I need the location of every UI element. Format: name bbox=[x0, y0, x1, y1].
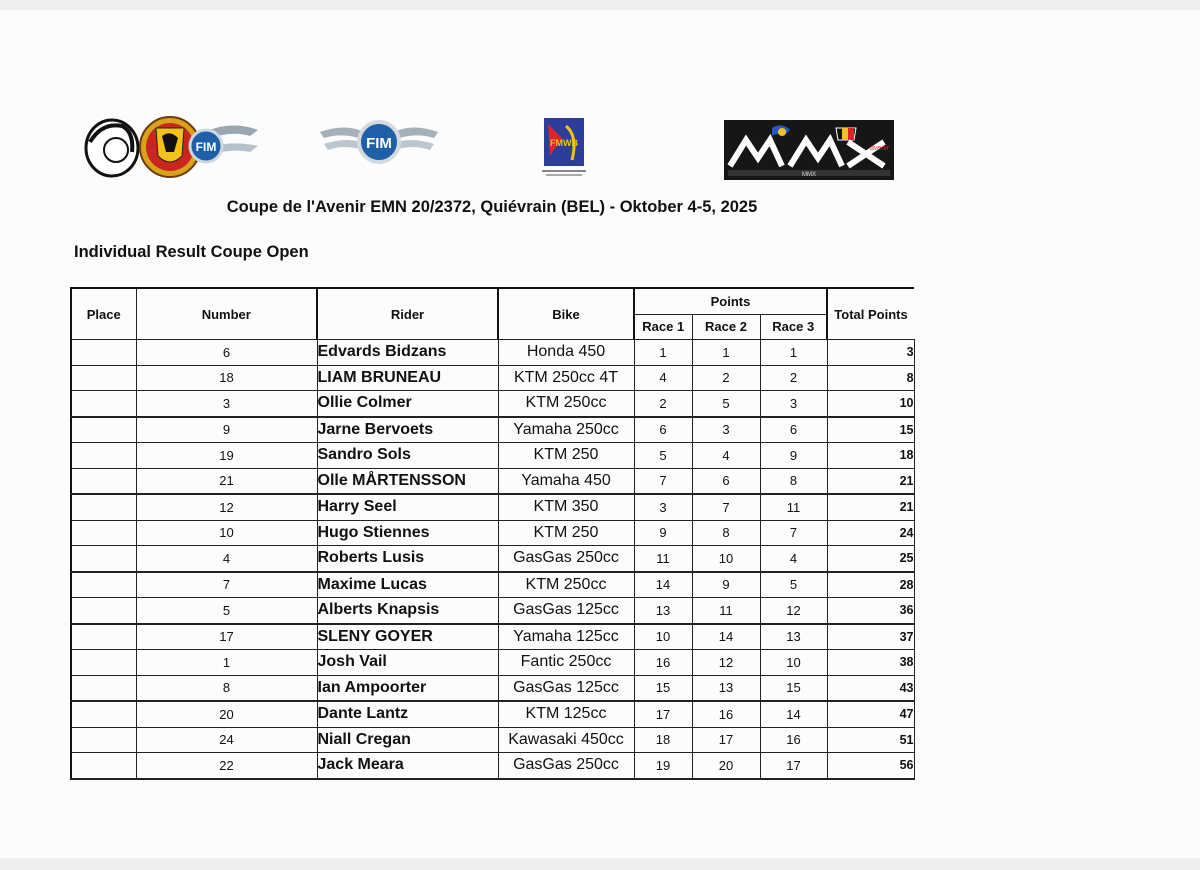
svg-text:FMWB: FMWB bbox=[550, 138, 578, 148]
fim-logo bbox=[318, 116, 440, 176]
cell-rider: Sandro Sols bbox=[317, 443, 498, 469]
cell-rider: Dante Lantz bbox=[317, 701, 498, 727]
table-row bbox=[71, 624, 914, 650]
cell-rider: LIAM BRUNEAU bbox=[317, 365, 498, 391]
cell-race-3: 2 bbox=[760, 365, 827, 391]
cell-total-points: 21 bbox=[827, 468, 914, 494]
cell-number: 20 bbox=[136, 701, 317, 727]
cell-place bbox=[71, 468, 136, 494]
results-body bbox=[71, 340, 914, 779]
table-row bbox=[71, 546, 914, 572]
cell-bike: Yamaha 125cc bbox=[498, 624, 634, 650]
cell-number: 6 bbox=[136, 340, 317, 366]
table-row bbox=[71, 572, 914, 598]
cell-number: 17 bbox=[136, 624, 317, 650]
cell-race-3: 16 bbox=[760, 727, 827, 753]
cell-place bbox=[71, 443, 136, 469]
header-race-2: Race 2 bbox=[692, 314, 760, 340]
cell-total-points: 15 bbox=[827, 417, 914, 443]
table-row bbox=[71, 650, 914, 676]
cell-race-1: 5 bbox=[634, 443, 692, 469]
cell-number: 10 bbox=[136, 520, 317, 546]
cell-race-3: 9 bbox=[760, 443, 827, 469]
header-bike: Bike bbox=[498, 288, 634, 340]
cell-rider: Hugo Stiennes bbox=[317, 520, 498, 546]
cell-place bbox=[71, 572, 136, 598]
header-points: Points bbox=[634, 288, 827, 314]
cell-number: 3 bbox=[136, 391, 317, 417]
header-row bbox=[71, 288, 914, 314]
section-title: Individual Result Coupe Open bbox=[74, 243, 309, 261]
cell-number: 9 bbox=[136, 417, 317, 443]
cell-bike: Kawasaki 450cc bbox=[498, 727, 634, 753]
cell-place bbox=[71, 701, 136, 727]
cell-total-points: 56 bbox=[827, 753, 914, 779]
cell-total-points: 37 bbox=[827, 624, 914, 650]
cell-race-2: 20 bbox=[692, 753, 760, 779]
cell-rider: Josh Vail bbox=[317, 650, 498, 676]
fmwb-logo bbox=[538, 116, 590, 180]
cell-bike: KTM 125cc bbox=[498, 701, 634, 727]
cell-bike: KTM 250 bbox=[498, 520, 634, 546]
cell-race-3: 1 bbox=[760, 340, 827, 366]
table-row bbox=[71, 520, 914, 546]
cell-total-points: 36 bbox=[827, 598, 914, 624]
cell-race-3: 12 bbox=[760, 598, 827, 624]
cell-bike: GasGas 250cc bbox=[498, 546, 634, 572]
cell-rider: Alberts Knapsis bbox=[317, 598, 498, 624]
cell-total-points: 47 bbox=[827, 701, 914, 727]
cell-place bbox=[71, 675, 136, 701]
cell-race-1: 6 bbox=[634, 417, 692, 443]
cell-race-3: 11 bbox=[760, 494, 827, 520]
cell-race-1: 2 bbox=[634, 391, 692, 417]
cell-race-2: 12 bbox=[692, 650, 760, 676]
cell-race-1: 11 bbox=[634, 546, 692, 572]
cell-race-3: 13 bbox=[760, 624, 827, 650]
cell-rider: Niall Cregan bbox=[317, 727, 498, 753]
cell-number: 5 bbox=[136, 598, 317, 624]
cell-bike: Honda 450 bbox=[498, 340, 634, 366]
cell-total-points: 28 bbox=[827, 572, 914, 598]
cell-bike: Fantic 250cc bbox=[498, 650, 634, 676]
cell-number: 1 bbox=[136, 650, 317, 676]
header-rider: Rider bbox=[317, 288, 498, 340]
svg-text:avenir: avenir bbox=[870, 145, 890, 152]
cell-race-2: 14 bbox=[692, 624, 760, 650]
cell-race-3: 3 bbox=[760, 391, 827, 417]
cell-rider: SLENY GOYER bbox=[317, 624, 498, 650]
cell-race-1: 16 bbox=[634, 650, 692, 676]
cell-bike: KTM 250cc bbox=[498, 572, 634, 598]
cell-number: 8 bbox=[136, 675, 317, 701]
table-row bbox=[71, 753, 914, 779]
cell-race-3: 5 bbox=[760, 572, 827, 598]
header-race-3: Race 3 bbox=[760, 314, 827, 340]
cell-total-points: 3 bbox=[827, 340, 914, 366]
cell-race-2: 11 bbox=[692, 598, 760, 624]
cell-race-3: 6 bbox=[760, 417, 827, 443]
scan-edge-bottom bbox=[0, 858, 1200, 870]
cell-race-1: 13 bbox=[634, 598, 692, 624]
svg-text:FIM: FIM bbox=[366, 135, 392, 152]
cell-place bbox=[71, 753, 136, 779]
cell-bike: KTM 350 bbox=[498, 494, 634, 520]
cell-race-1: 18 bbox=[634, 727, 692, 753]
cell-bike: KTM 250cc bbox=[498, 391, 634, 417]
cell-total-points: 18 bbox=[827, 443, 914, 469]
cell-race-1: 10 bbox=[634, 624, 692, 650]
cell-place bbox=[71, 391, 136, 417]
cell-race-1: 15 bbox=[634, 675, 692, 701]
cell-race-2: 9 bbox=[692, 572, 760, 598]
mmx-logo bbox=[724, 120, 894, 180]
header-total-points: Total Points bbox=[827, 288, 914, 340]
cell-bike: Yamaha 450 bbox=[498, 468, 634, 494]
cell-race-2: 1 bbox=[692, 340, 760, 366]
cell-rider: Roberts Lusis bbox=[317, 546, 498, 572]
cell-race-2: 13 bbox=[692, 675, 760, 701]
cell-race-3: 15 bbox=[760, 675, 827, 701]
cell-place bbox=[71, 624, 136, 650]
table-row bbox=[71, 727, 914, 753]
cell-total-points: 38 bbox=[827, 650, 914, 676]
table-row bbox=[71, 494, 914, 520]
cell-total-points: 43 bbox=[827, 675, 914, 701]
scan-edge-top bbox=[0, 0, 1200, 10]
cell-rider: Jarne Bervoets bbox=[317, 417, 498, 443]
table-row bbox=[71, 701, 914, 727]
cell-bike: GasGas 125cc bbox=[498, 598, 634, 624]
cell-number: 19 bbox=[136, 443, 317, 469]
table-row bbox=[71, 365, 914, 391]
cell-race-1: 9 bbox=[634, 520, 692, 546]
cell-bike: KTM 250 bbox=[498, 443, 634, 469]
results-table bbox=[70, 287, 915, 780]
cell-rider: Ian Ampoorter bbox=[317, 675, 498, 701]
table-row bbox=[71, 468, 914, 494]
cell-race-1: 17 bbox=[634, 701, 692, 727]
cell-place bbox=[71, 650, 136, 676]
cell-race-3: 7 bbox=[760, 520, 827, 546]
cell-number: 18 bbox=[136, 365, 317, 391]
cell-race-1: 1 bbox=[634, 340, 692, 366]
cell-total-points: 24 bbox=[827, 520, 914, 546]
svg-text:MMX: MMX bbox=[802, 172, 816, 178]
cell-place bbox=[71, 365, 136, 391]
cell-rider: Harry Seel bbox=[317, 494, 498, 520]
header-number: Number bbox=[136, 288, 317, 340]
cell-race-3: 14 bbox=[760, 701, 827, 727]
cell-race-1: 14 bbox=[634, 572, 692, 598]
cell-rider: Maxime Lucas bbox=[317, 572, 498, 598]
cell-race-3: 10 bbox=[760, 650, 827, 676]
table-row bbox=[71, 443, 914, 469]
cell-number: 21 bbox=[136, 468, 317, 494]
cell-race-2: 17 bbox=[692, 727, 760, 753]
svg-text:FIM: FIM bbox=[195, 140, 217, 154]
table-row bbox=[71, 340, 914, 366]
cell-place bbox=[71, 417, 136, 443]
cell-total-points: 25 bbox=[827, 546, 914, 572]
cell-place bbox=[71, 727, 136, 753]
cell-race-2: 6 bbox=[692, 468, 760, 494]
table-row bbox=[71, 417, 914, 443]
cell-bike: KTM 250cc 4T bbox=[498, 365, 634, 391]
cell-number: 4 bbox=[136, 546, 317, 572]
cell-place bbox=[71, 494, 136, 520]
cell-race-2: 3 bbox=[692, 417, 760, 443]
cell-number: 7 bbox=[136, 572, 317, 598]
cell-bike: GasGas 250cc bbox=[498, 753, 634, 779]
cell-number: 12 bbox=[136, 494, 317, 520]
fmb-logo bbox=[82, 112, 258, 182]
cell-race-1: 7 bbox=[634, 468, 692, 494]
event-title: Coupe de l'Avenir EMN 20/2372, Quiévrain (BEL) - Oktober 4-5, 2025 bbox=[226, 198, 758, 216]
cell-rider: Edvards Bidzans bbox=[317, 340, 498, 366]
cell-race-1: 19 bbox=[634, 753, 692, 779]
table-row bbox=[71, 675, 914, 701]
table-row bbox=[71, 598, 914, 624]
cell-bike: GasGas 125cc bbox=[498, 675, 634, 701]
cell-race-2: 2 bbox=[692, 365, 760, 391]
cell-race-1: 4 bbox=[634, 365, 692, 391]
header-place: Place bbox=[71, 288, 136, 340]
cell-total-points: 21 bbox=[827, 494, 914, 520]
cell-total-points: 8 bbox=[827, 365, 914, 391]
cell-place bbox=[71, 520, 136, 546]
cell-rider: Ollie Colmer bbox=[317, 391, 498, 417]
cell-place bbox=[71, 546, 136, 572]
cell-total-points: 51 bbox=[827, 727, 914, 753]
cell-number: 22 bbox=[136, 753, 317, 779]
cell-rider: Jack Meara bbox=[317, 753, 498, 779]
header-race-1: Race 1 bbox=[634, 314, 692, 340]
cell-rider: Olle MÅRTENSSON bbox=[317, 468, 498, 494]
cell-race-3: 8 bbox=[760, 468, 827, 494]
cell-bike: Yamaha 250cc bbox=[498, 417, 634, 443]
cell-race-2: 5 bbox=[692, 391, 760, 417]
cell-race-2: 4 bbox=[692, 443, 760, 469]
cell-race-2: 7 bbox=[692, 494, 760, 520]
table-row bbox=[71, 391, 914, 417]
cell-race-2: 10 bbox=[692, 546, 760, 572]
cell-race-1: 3 bbox=[634, 494, 692, 520]
cell-race-3: 4 bbox=[760, 546, 827, 572]
cell-race-2: 16 bbox=[692, 701, 760, 727]
cell-place bbox=[71, 340, 136, 366]
cell-total-points: 10 bbox=[827, 391, 914, 417]
cell-place bbox=[71, 598, 136, 624]
cell-number: 24 bbox=[136, 727, 317, 753]
cell-race-2: 8 bbox=[692, 520, 760, 546]
cell-race-3: 17 bbox=[760, 753, 827, 779]
